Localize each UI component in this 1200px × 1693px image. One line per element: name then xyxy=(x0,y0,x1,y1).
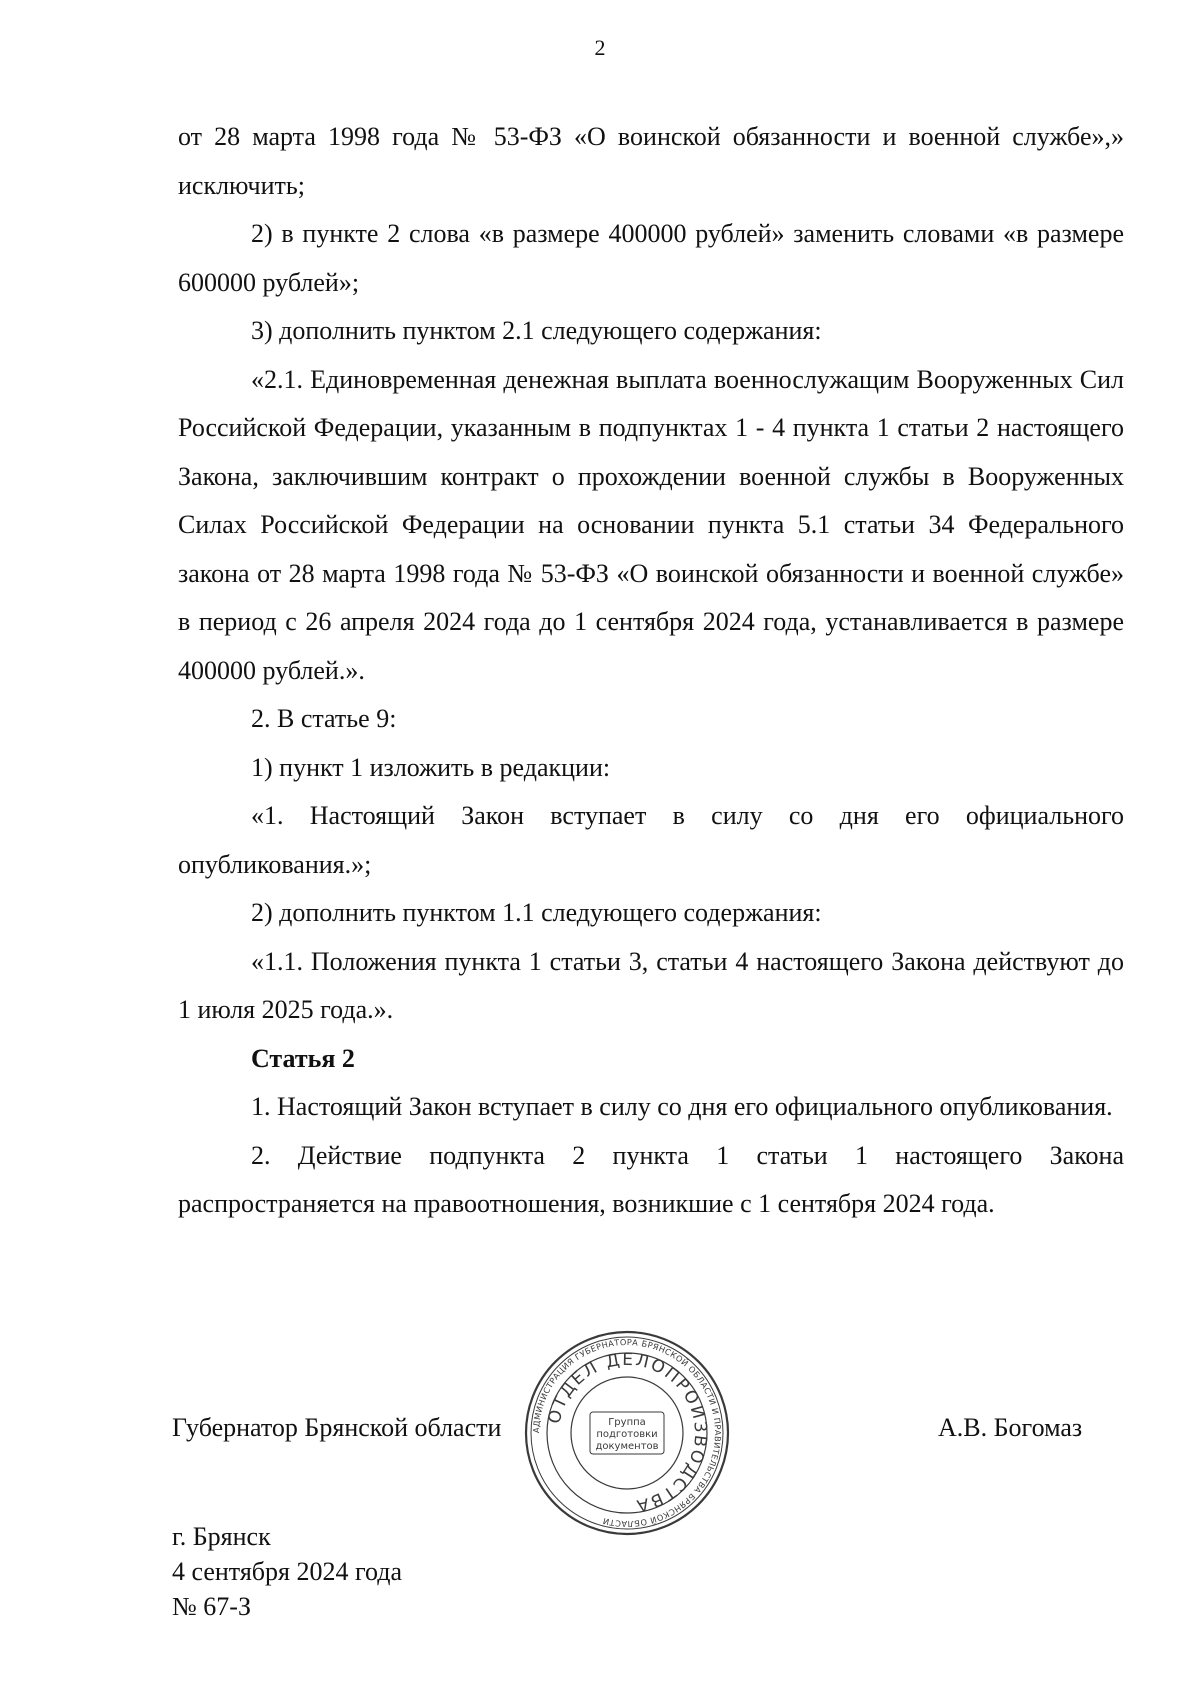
paragraph-article-9: 2. В статье 9: xyxy=(251,704,397,733)
city: г. Брянск xyxy=(172,1522,271,1551)
paragraph-quote-1-1: «1.1. Положения пункта 1 статьи 3, статьи 4 настоящего Закона действуют до 1 июля 2025 года.». xyxy=(178,946,1124,1024)
paragraph-article-2-2: 2. Действие подпункта 2 пункта 1 статьи 1 настоящего Закона распространяется на правоотношения, возникшие с 1 сентября 2024 года. xyxy=(178,1140,1124,1218)
paragraph-quote-1: «1. Настоящий Закон вступает в силу со дня его официального опубликования.»; xyxy=(178,801,1124,879)
stamp-center-line-2: подготовки xyxy=(596,1429,658,1440)
paragraph-item-2-addition: 2) дополнить пунктом 1.1 следующего содержания: xyxy=(251,898,822,927)
paragraph-item-2: 2) в пункте 2 слова «в размере 400000 рублей» заменить словами «в размере 600000 рублей»; xyxy=(178,219,1124,297)
stamp-center-line-3: документов xyxy=(595,1441,659,1452)
paragraph-item-3: 3) дополнить пунктом 2.1 следующего содержания: xyxy=(251,316,822,345)
paragraph-continuation: от 28 марта 1998 года № 53-ФЗ «О воинской обязанности и военной службе»,» исключить; xyxy=(178,122,1124,200)
stamp-center-line-1: Группа xyxy=(608,1417,646,1428)
stamp-ring-text: ОТДЕЛ ДЕЛОПРОИЗВОДСТВА xyxy=(544,1349,711,1516)
signatory-name: А.В. Богомаз xyxy=(938,1413,1083,1442)
law-number: № 67-З xyxy=(172,1592,251,1621)
paragraph-article-2-1: 1. Настоящий Закон вступает в силу со дня его официального опубликования. xyxy=(251,1092,1113,1121)
stamp-outer-text: АДМИНИСТРАЦИЯ ГУБЕРНАТОРА БРЯНСКОЙ ОБЛАСТИ И ПРАВИТЕЛЬСТВА БРЯНСКОЙ ОБЛАСТИ xyxy=(530,1336,724,1530)
page-number: 2 xyxy=(594,35,606,60)
official-stamp xyxy=(522,1328,732,1538)
document-body xyxy=(178,113,1124,1229)
article-2-heading: Статья 2 xyxy=(251,1043,355,1073)
signing-date: 4 сентября 2024 года xyxy=(172,1557,403,1586)
paragraph-item-1: 1) пункт 1 изложить в редакции: xyxy=(251,752,611,782)
place-date-block xyxy=(172,1519,402,1624)
paragraph-quote-2-1: «2.1. Единовременная денежная выплата военнослужащим Вооруженных Сил Российской Федерации, указанным в подпунктах 1 - 4 пункта 1 статьи 2 настоящего Закона, заключившим контракт о прохождении военной службы в Вооруженных Силах Российской Федерации на основании пункта 5.1 статьи 34 Федерального закона от 28 марта 1998 года № 53-ФЗ «О воинской обязанности и военной службе» в период с 26 апреля 2024 года до 1 сентября 2024 года, устанавливается в размере 400000 рублей.». xyxy=(178,364,1124,685)
signatory-title: Губернатор Брянской области xyxy=(172,1413,502,1442)
